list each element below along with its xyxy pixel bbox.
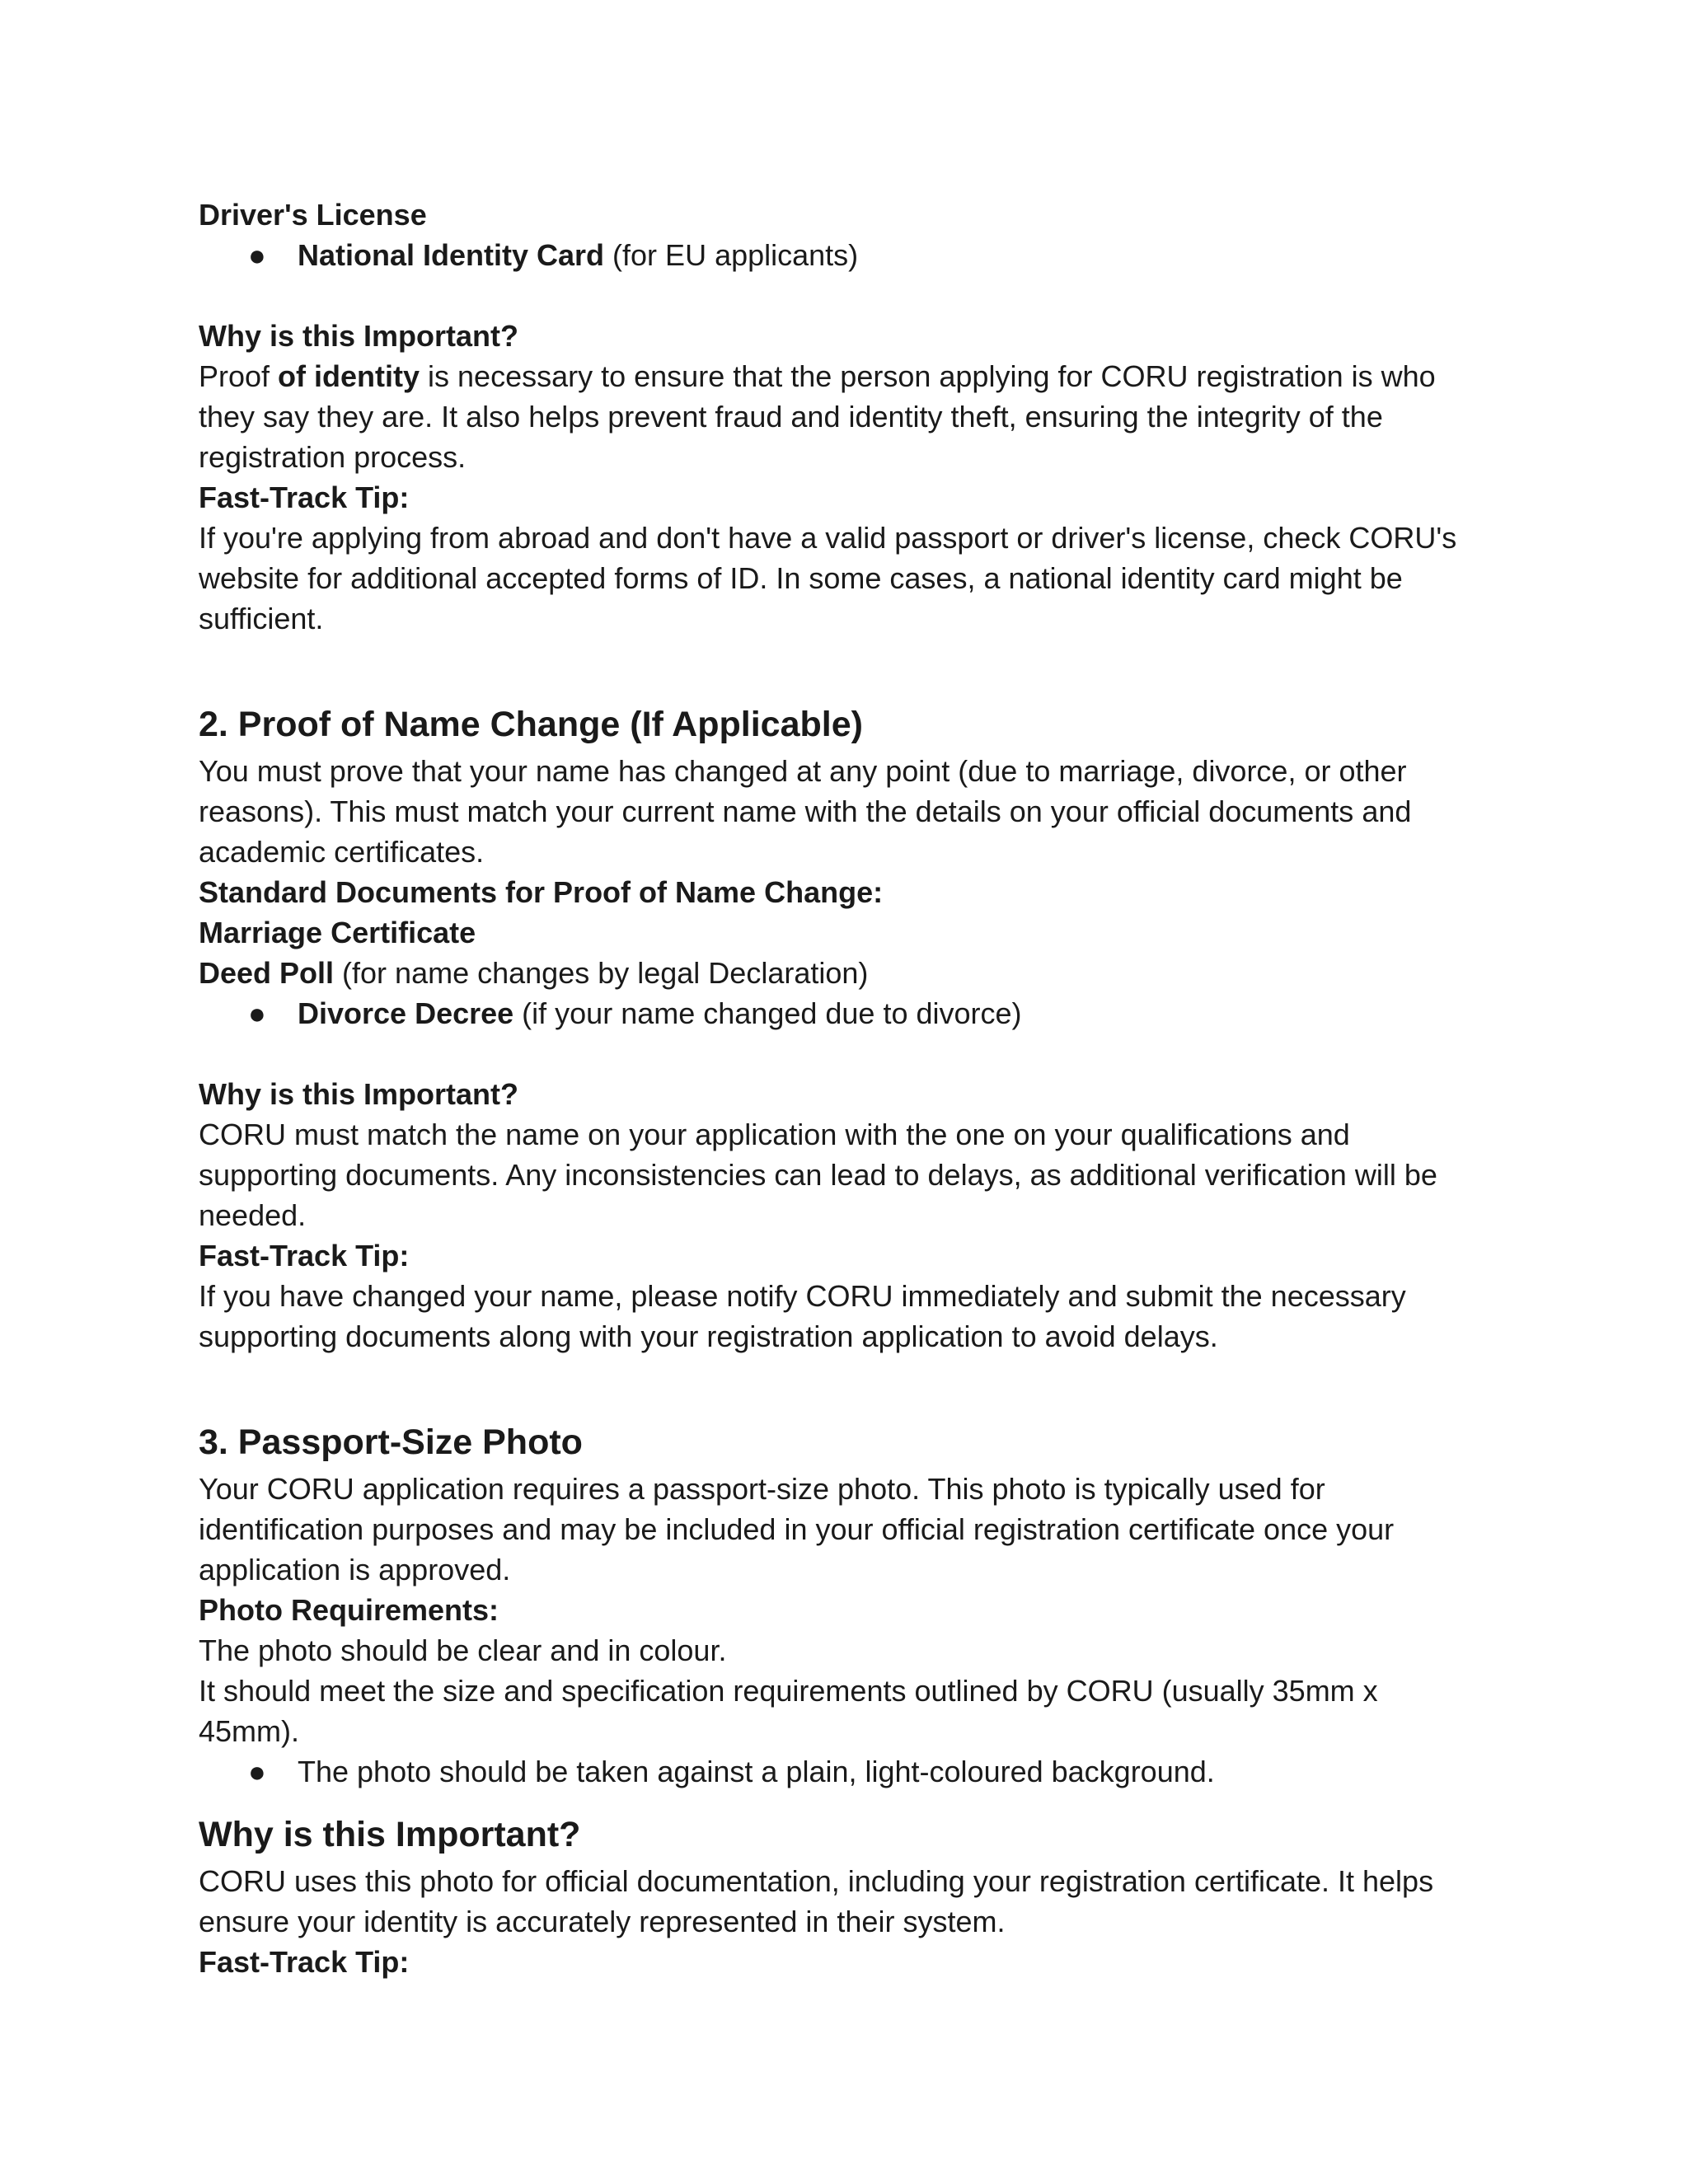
paragraph-line: website for additional accepted forms of ID. In some cases, a national identity card might be: [199, 561, 1403, 595]
bullet-icon: ●: [248, 1755, 266, 1788]
paragraph-line: Your CORU application requires a passport-size photo. This photo is typically used for: [199, 1472, 1325, 1506]
fast-track-tip-heading: Fast-Track Tip:: [199, 1945, 410, 1979]
bold-span: Deed Poll: [199, 956, 335, 990]
list-item: [199, 993, 1501, 1033]
text-span: (for name changes by legal Declaration): [334, 956, 869, 990]
paragraph-line: [199, 356, 1501, 396]
document-item: Marriage Certificate: [199, 916, 476, 949]
text-span: Proof: [199, 359, 279, 393]
paragraph-line: needed.: [199, 1198, 307, 1232]
section-heading-why-important: Why is this Important?: [199, 1815, 581, 1854]
document-item: [199, 953, 1501, 993]
paragraph-line: It should meet the size and specification requirements outlined by CORU (usually 35mm x: [199, 1674, 1378, 1708]
bullet-icon: ●: [248, 996, 266, 1030]
section-heading-name-change: 2. Proof of Name Change (If Applicable): [199, 705, 863, 744]
fast-track-tip-heading: Fast-Track Tip:: [199, 480, 410, 514]
paragraph-line: 45mm).: [199, 1714, 300, 1748]
bullet-bold-text: Divorce Decree: [298, 996, 514, 1030]
drivers-license-heading: Driver's License: [199, 198, 427, 232]
document-page: [199, 194, 1501, 1982]
paragraph-line: You must prove that your name has changed at any point (due to marriage, divorce, or other: [199, 754, 1407, 788]
bullet-text: (if your name changed due to divorce): [513, 996, 1022, 1030]
list-item: [199, 1751, 1501, 1792]
paragraph-line: application is approved.: [199, 1553, 511, 1586]
paragraph-line: sufficient.: [199, 602, 324, 635]
paragraph-line: identification purposes and may be included in your official registration certificate once your: [199, 1512, 1395, 1546]
bullet-bold-text: National Identity Card: [298, 238, 605, 272]
bold-span: of identity: [278, 359, 420, 393]
text-span: is necessary to ensure that the person applying for CORU registration is who: [420, 359, 1436, 393]
fast-track-tip-heading: Fast-Track Tip:: [199, 1239, 410, 1272]
paragraph-line: reasons). This must match your current name with the details on your official documents and: [199, 794, 1412, 828]
paragraph-line: If you have changed your name, please notify CORU immediately and submit the necessary: [199, 1279, 1406, 1313]
why-heading: Why is this Important?: [199, 319, 519, 353]
paragraph-line: supporting documents along with your registration application to avoid delays.: [199, 1319, 1218, 1353]
paragraph-line: If you're applying from abroad and don't have a valid passport or driver's license, check CORU's: [199, 521, 1457, 555]
paragraph-line: registration process.: [199, 440, 467, 474]
bullet-icon: ●: [248, 238, 266, 272]
paragraph-line: CORU uses this photo for official documentation, including your registration certificate. It helps: [199, 1864, 1434, 1898]
paragraph-line: CORU must match the name on your application with the one on your qualifications and: [199, 1118, 1350, 1151]
paragraph-line: academic certificates.: [199, 835, 485, 869]
section-heading-passport-photo: 3. Passport-Size Photo: [199, 1422, 583, 1462]
documents-heading: Standard Documents for Proof of Name Change:: [199, 875, 884, 909]
bullet-text: (for EU applicants): [604, 238, 859, 272]
list-item: [199, 235, 1501, 275]
paragraph-line: The photo should be clear and in colour.: [199, 1633, 727, 1667]
paragraph-line: they say they are. It also helps prevent fraud and identity theft, ensuring the integrity of the: [199, 400, 1383, 434]
paragraph-line: ensure your identity is accurately represented in their system.: [199, 1905, 1006, 1938]
paragraph-line: supporting documents. Any inconsistencies can lead to delays, as additional verification will be: [199, 1158, 1437, 1192]
photo-requirements-heading: Photo Requirements:: [199, 1593, 499, 1627]
why-heading: Why is this Important?: [199, 1077, 519, 1111]
bullet-text: The photo should be taken against a plain, light-coloured background.: [298, 1755, 1215, 1788]
